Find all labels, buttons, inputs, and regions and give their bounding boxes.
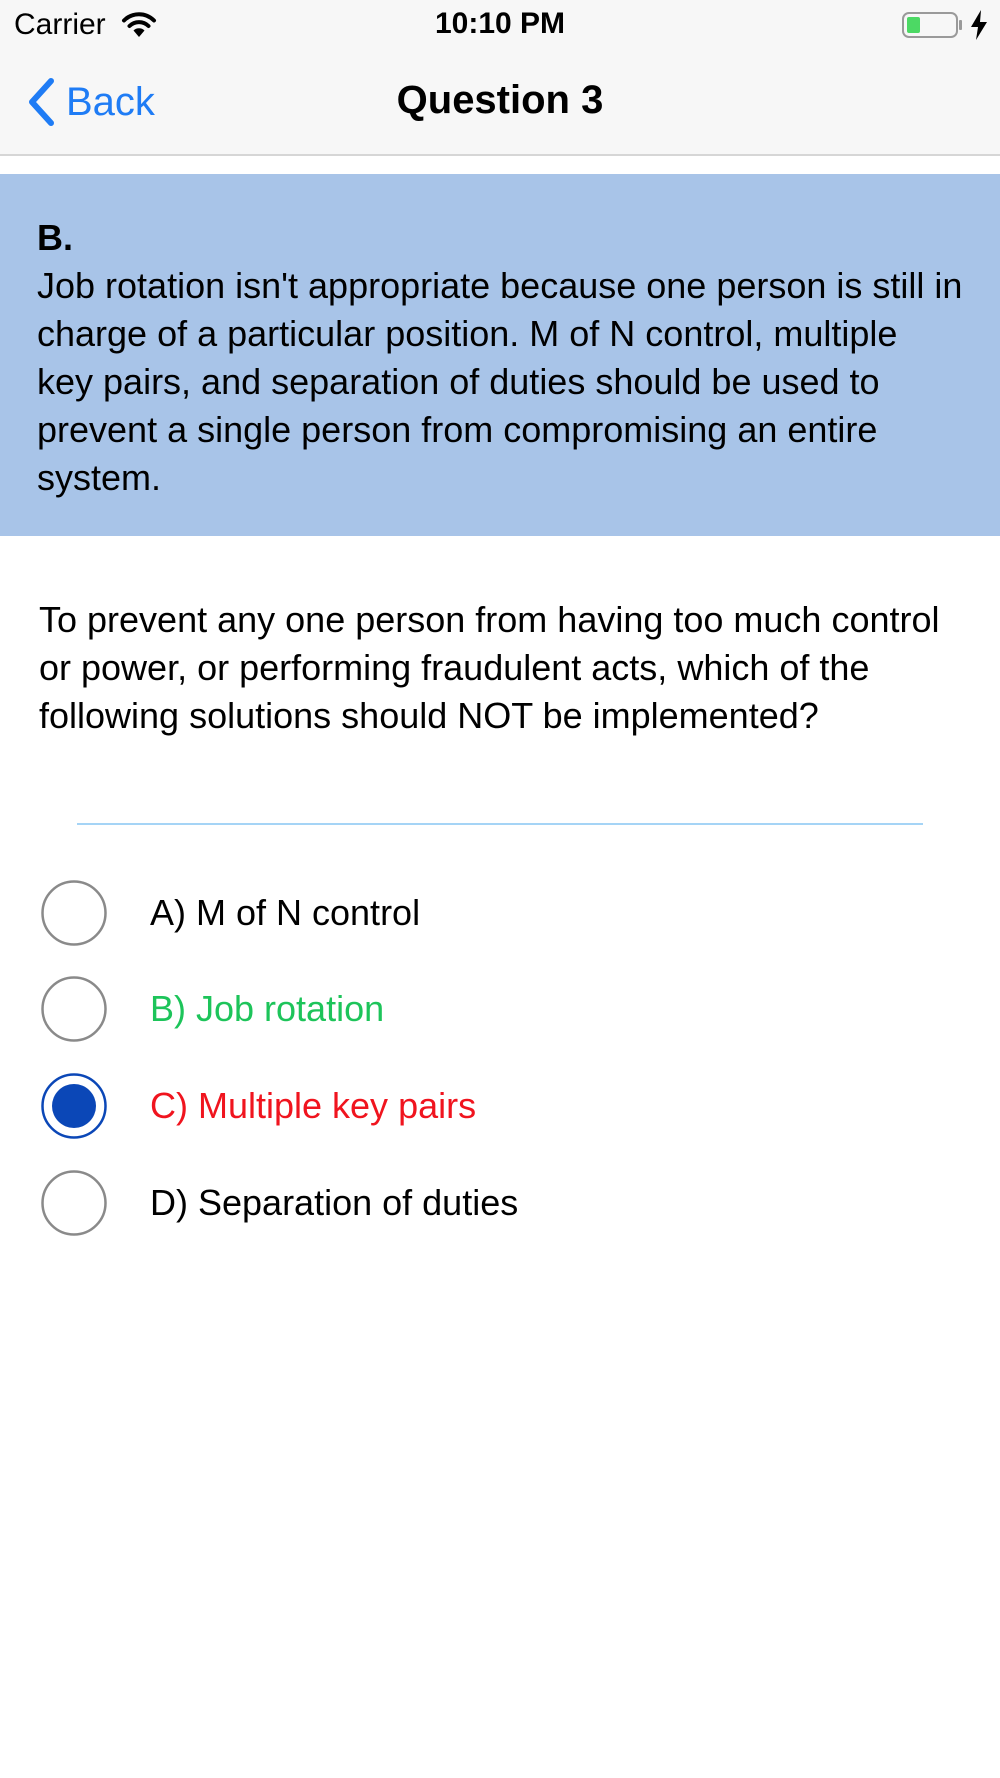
radio-unselected-icon[interactable] bbox=[41, 880, 107, 946]
option-label: D) Separation of duties bbox=[150, 1182, 519, 1223]
correct-answer-letter: B. bbox=[37, 217, 73, 258]
option-d[interactable] bbox=[0, 1163, 1000, 1243]
status-bar bbox=[0, 0, 1000, 50]
battery-icon bbox=[902, 11, 962, 39]
option-c[interactable] bbox=[0, 1066, 1000, 1146]
option-label: B) Job rotation bbox=[150, 988, 385, 1029]
carrier-label: Carrier bbox=[14, 8, 106, 41]
explanation-text: Job rotation isn't appropriate because one person is still in charge of a particular position. M of N control, multiple key pairs, and separation of duties should be used to prevent a single person from compromising an entire system. bbox=[37, 265, 963, 498]
charging-bolt-icon bbox=[969, 10, 989, 40]
navigation-bar bbox=[0, 50, 1000, 156]
option-b[interactable] bbox=[0, 969, 1000, 1049]
answer-explanation bbox=[0, 174, 1000, 536]
status-time: 10:10 PM bbox=[434, 7, 566, 40]
question-text: To prevent any one person from having too much control or power, or performing fraudulent acts, which of the following solutions should NOT be implemented? bbox=[39, 599, 940, 736]
option-label: A) M of N control bbox=[150, 892, 421, 933]
page-title: Question 3 bbox=[396, 78, 604, 122]
option-a[interactable] bbox=[0, 873, 1000, 953]
radio-selected-icon[interactable] bbox=[41, 1073, 107, 1139]
radio-unselected-icon[interactable] bbox=[41, 1170, 107, 1236]
back-label: Back bbox=[66, 79, 155, 124]
option-label: C) Multiple key pairs bbox=[150, 1085, 477, 1126]
radio-unselected-icon[interactable] bbox=[41, 976, 107, 1042]
divider bbox=[77, 823, 923, 825]
